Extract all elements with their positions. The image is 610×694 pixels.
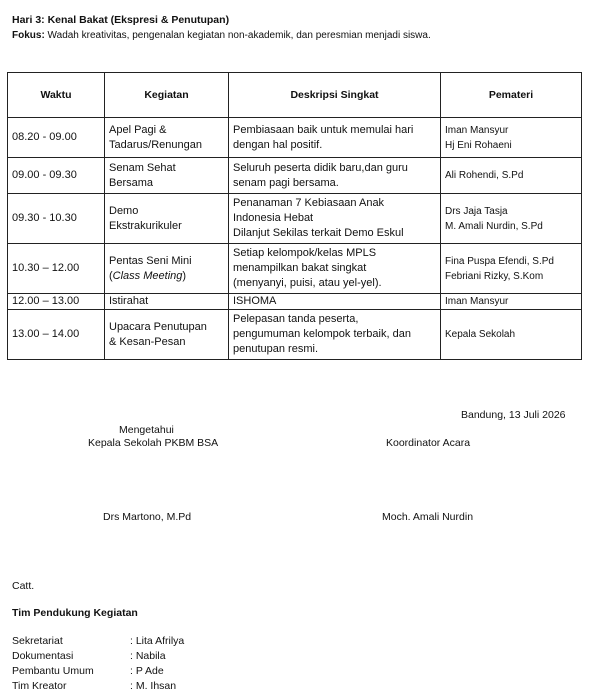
activity-line: & Kesan-Pesan <box>109 335 186 348</box>
team-role: Sekretariat <box>12 635 63 647</box>
table-header-row <box>8 73 582 118</box>
speaker-cell <box>441 294 582 310</box>
class-meeting-text: Class Meeting <box>112 269 183 282</box>
team-role: Pembantu Umum <box>12 665 94 677</box>
activity-line: Pentas Seni Mini <box>109 254 192 267</box>
team-list <box>12 634 184 694</box>
description-cell <box>229 244 441 294</box>
list-item <box>12 679 184 694</box>
activity-line: Upacara Penutupan <box>109 320 207 333</box>
speaker-line: Iman Mansyur <box>445 296 509 307</box>
description-cell <box>229 158 441 194</box>
speaker-line: Iman Mansyur <box>445 124 509 136</box>
description-line: (menyanyi, puisi, atau yel-yel). <box>233 277 382 289</box>
team-role: Tim Kreator <box>12 680 67 692</box>
description-line: Dilanjut Sekilas terkait Demo Eskul <box>233 227 404 239</box>
description-cell <box>229 294 441 310</box>
activity-line: Tadarus/Renungan <box>109 138 202 151</box>
time-cell: 13.00 – 14.00 <box>8 310 105 360</box>
activity-line: Apel Pagi & <box>109 123 167 136</box>
activity-line: Bersama <box>109 176 154 189</box>
speaker-line: Ali Rohendi, S.Pd <box>445 170 524 181</box>
activity-cell <box>105 244 229 294</box>
speaker-line: Kepala Sekolah <box>445 329 516 340</box>
description-cell <box>229 310 441 360</box>
table-row <box>8 244 582 294</box>
column-header-waktu: Waktu <box>8 73 105 118</box>
speaker-cell <box>441 244 582 294</box>
coordinator-name: Moch. Amali Nurdin <box>382 511 474 523</box>
speaker-cell <box>441 158 582 194</box>
activity-cell <box>105 118 229 158</box>
speaker-line: Hj Eni Rohaeni <box>445 139 512 151</box>
list-item <box>12 664 184 679</box>
paren-close: ) <box>182 269 187 282</box>
time-cell: 09.30 - 10.30 <box>8 194 105 244</box>
column-header-deskripsi: Deskripsi Singkat <box>229 73 441 118</box>
speaker-line: Fina Puspa Efendi, S.Pd <box>445 255 554 267</box>
team-member: : P Ade <box>130 665 164 677</box>
activity-line: Senam Sehat <box>109 161 176 174</box>
description-line: pengumuman kelompok terbaik, dan <box>233 328 411 340</box>
coordinator-caption: Koordinator Acara <box>386 437 471 449</box>
description-line: dengan hal positif. <box>233 138 323 151</box>
table-row <box>8 310 582 360</box>
activity-line: Ekstrakurikuler <box>109 219 182 232</box>
speaker-line: Drs Jaja Tasja <box>445 205 508 217</box>
activity-line <box>109 269 224 284</box>
description-line: penutupan resmi. <box>233 343 318 355</box>
list-item <box>12 649 184 664</box>
description-line: Penanaman 7 Kebiasaan Anak <box>233 197 385 209</box>
principal-caption: Kepala Sekolah PKBM BSA <box>88 437 219 449</box>
description-line: Pembiasaan baik untuk memulai hari <box>233 123 414 136</box>
approval-caption: Mengetahui <box>119 424 174 436</box>
column-header-pemateri: Pemateri <box>441 73 582 118</box>
focus-text: Wadah kreativitas, pengenalan kegiatan non-akademik, dan peresmian menjadi siswa. <box>44 30 431 41</box>
time-cell: 09.00 - 09.30 <box>8 158 105 194</box>
column-header-kegiatan: Kegiatan <box>105 73 229 118</box>
activity-line: Istirahat <box>109 295 149 307</box>
team-member: : Lita Afrilya <box>130 635 185 647</box>
table-row <box>8 158 582 194</box>
paren-open: ( <box>109 269 113 282</box>
description-line: ISHOMA <box>233 295 277 307</box>
team-member: : M. Ihsan <box>130 680 177 692</box>
activity-line: Demo <box>109 204 139 217</box>
list-item <box>12 634 184 649</box>
description-line: Indonesia Hebat <box>233 212 314 224</box>
speaker-cell <box>441 194 582 244</box>
focus-line <box>12 30 431 41</box>
description-cell <box>229 118 441 158</box>
team-member: : Nabila <box>130 650 166 662</box>
time-cell: 12.00 – 13.00 <box>8 294 105 310</box>
activity-cell <box>105 310 229 360</box>
speaker-cell <box>441 310 582 360</box>
speaker-line: Febriani Rizky, S.Kom <box>445 270 544 282</box>
description-line: senam pagi bersama. <box>233 176 339 189</box>
page-title: Hari 3: Kenal Bakat (Ekspresi & Penutupan) <box>12 14 230 26</box>
catt-label: Catt. <box>12 580 35 592</box>
speaker-line: M. Amali Nurdin, S.Pd <box>445 220 543 232</box>
place-date: Bandung, 13 Juli 2026 <box>461 409 566 421</box>
activity-cell <box>105 294 229 310</box>
table-row <box>8 294 582 310</box>
activity-cell <box>105 158 229 194</box>
speaker-cell <box>441 118 582 158</box>
principal-name: Drs Martono, M.Pd <box>103 511 192 523</box>
description-line: Pelepasan tanda peserta, <box>233 313 359 325</box>
description-line: Seluruh peserta didik baru,dan guru <box>233 161 408 174</box>
time-cell: 10.30 – 12.00 <box>8 244 105 294</box>
table-row <box>8 194 582 244</box>
description-line: Setiap kelompok/kelas MPLS <box>233 247 377 259</box>
team-role: Dokumentasi <box>12 650 74 662</box>
description-line: menampilkan bakat singkat <box>233 262 367 274</box>
team-title: Tim Pendukung Kegiatan <box>12 607 138 619</box>
description-cell <box>229 194 441 244</box>
table-row <box>8 118 582 158</box>
focus-label: Fokus: <box>12 30 45 41</box>
time-cell: 08.20 - 09.00 <box>8 118 105 158</box>
schedule-table <box>7 72 582 360</box>
activity-cell <box>105 194 229 244</box>
